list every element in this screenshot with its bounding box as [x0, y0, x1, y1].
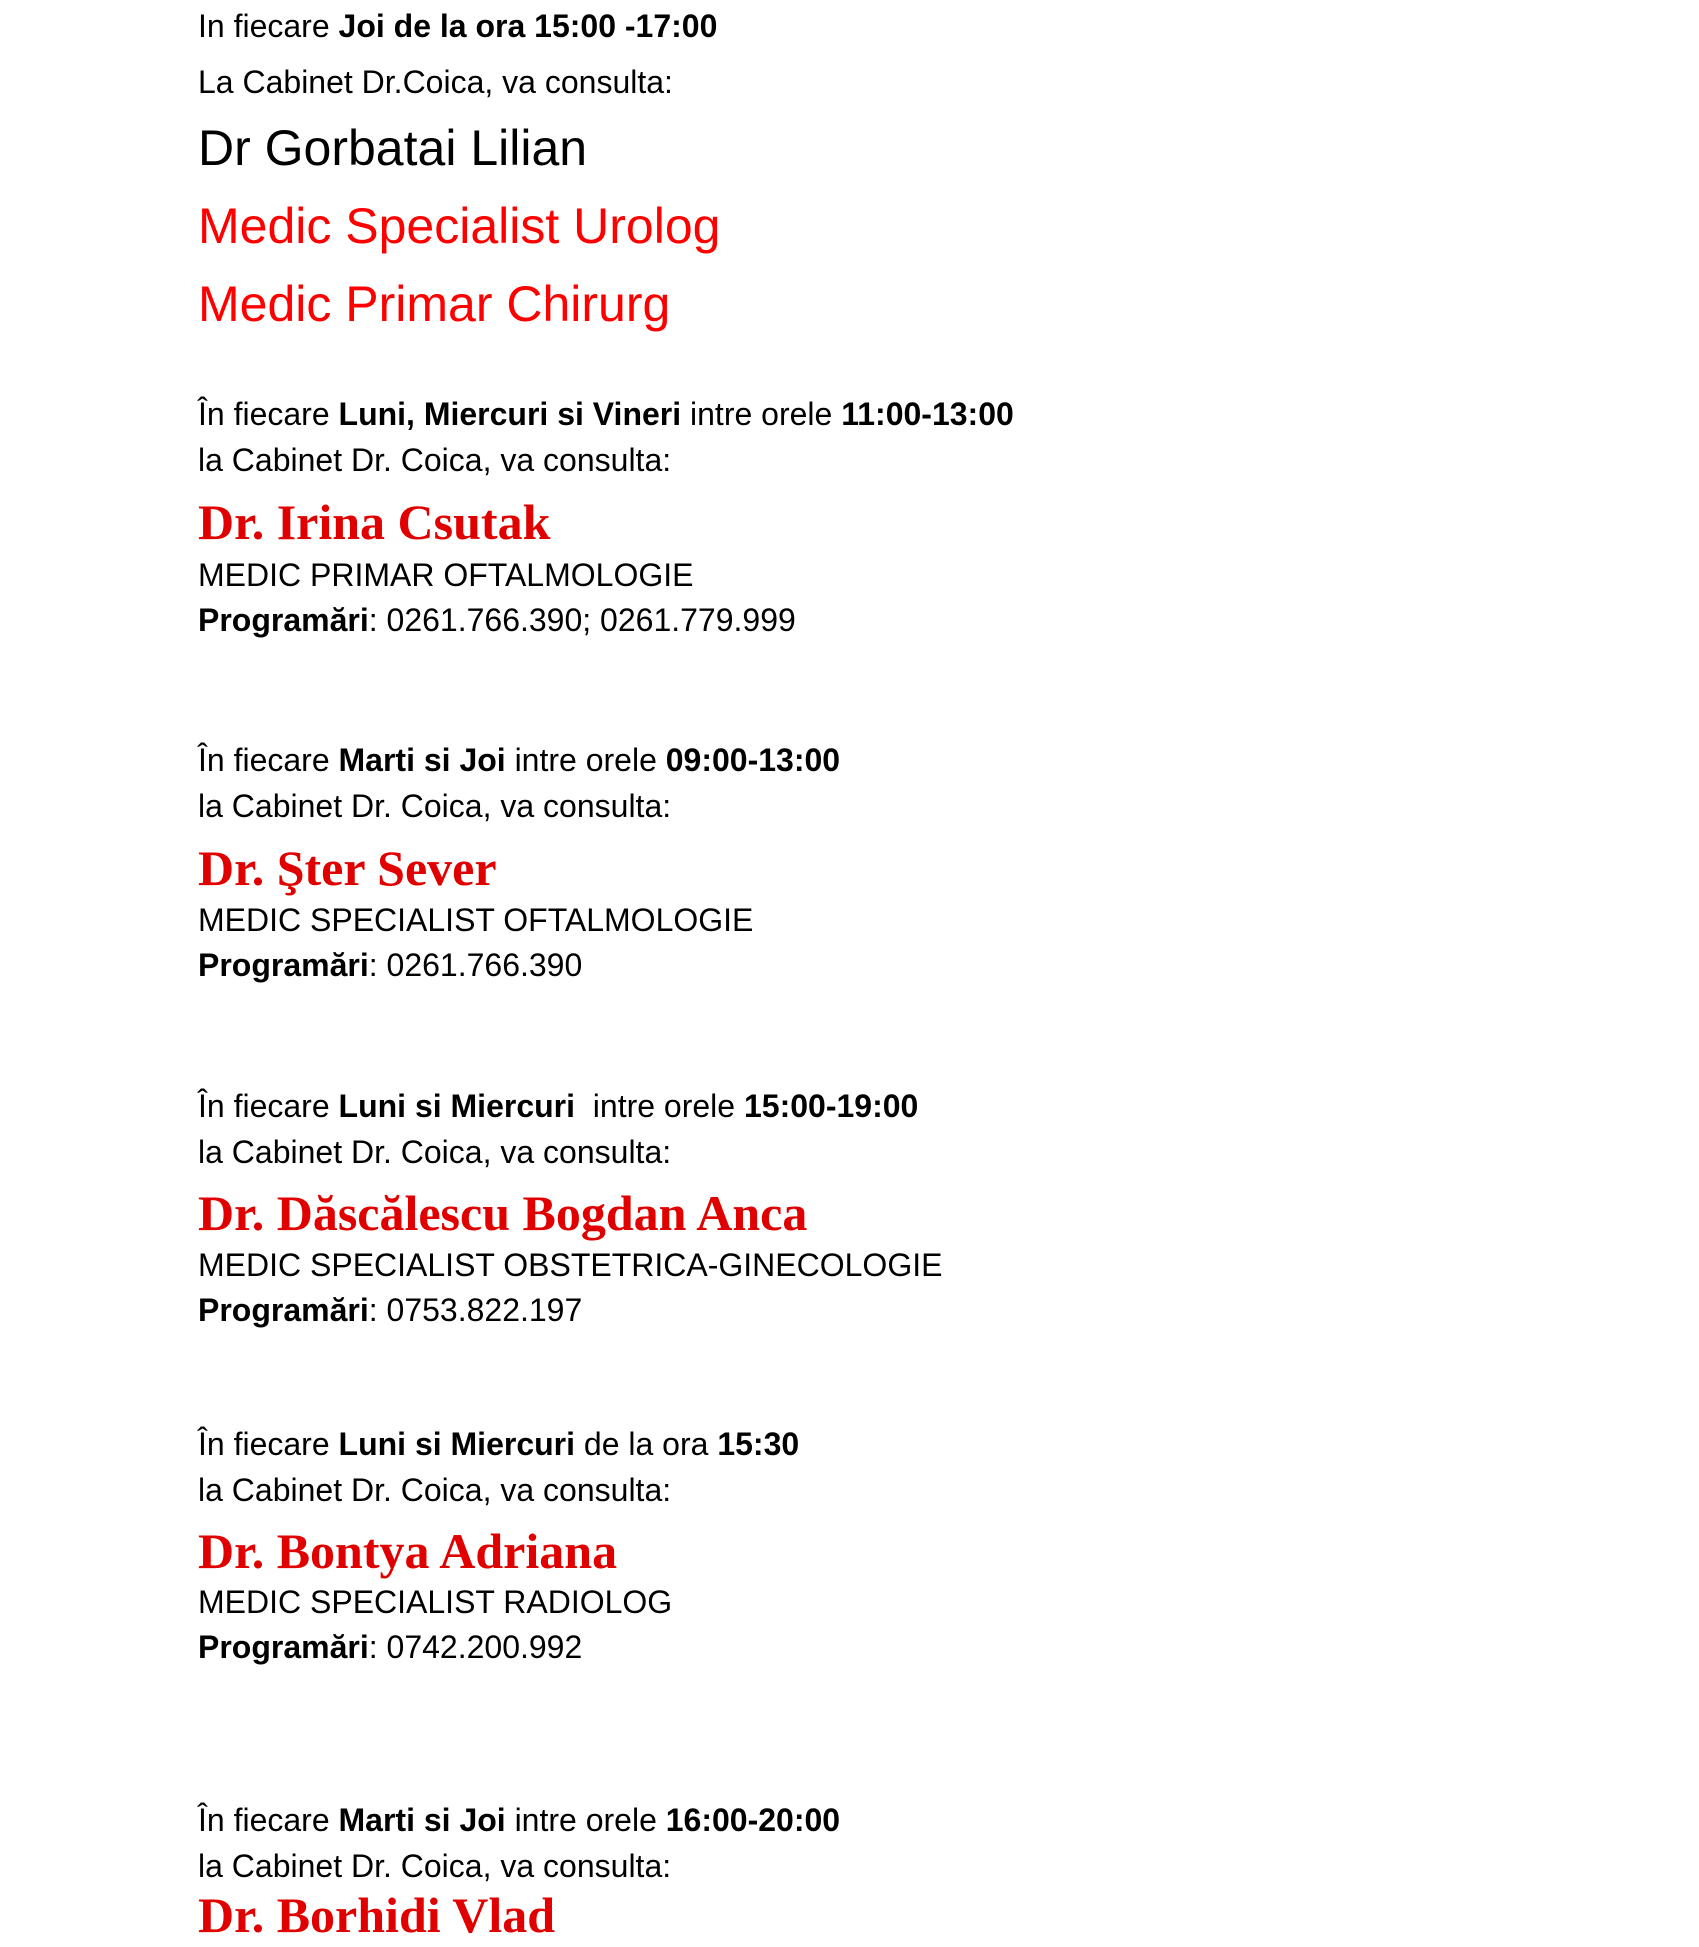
specialty-ster: MEDIC SPECIALIST OFTALMOLOGIE — [198, 902, 754, 938]
doctor-name-gorbatai: Dr Gorbatai Lilian — [198, 120, 588, 176]
schedule-days: Marti si Joi — [338, 742, 506, 778]
schedule-line-borhidi — [198, 1800, 840, 1840]
schedule-prefix: În fiecare — [198, 1088, 339, 1124]
doctor-title-urolog: Medic Specialist Urolog — [198, 198, 721, 254]
location-line-csutak: la Cabinet Dr. Coica, va consulta: — [198, 442, 672, 478]
schedule-connector: intre orele — [575, 1088, 744, 1124]
schedule-line-bontya — [198, 1424, 799, 1464]
appointment-line-dascalescu — [198, 1290, 582, 1330]
appointment-line-csutak — [198, 600, 796, 640]
location-line-borhidi: la Cabinet Dr. Coica, va consulta: — [198, 1848, 672, 1884]
schedule-connector: intre orele — [505, 1802, 666, 1838]
appointment-label: Programări — [198, 1292, 369, 1328]
schedule-hours: 16:00-20:00 — [665, 1802, 841, 1838]
schedule-prefix: În fiecare — [198, 742, 339, 778]
doctor-name-csutak: Dr. Irina Csutak — [198, 494, 551, 550]
schedule-connector: intre orele — [681, 396, 842, 432]
schedule-hours: 09:00-13:00 — [665, 742, 841, 778]
appointment-label: Programări — [198, 947, 369, 983]
appointment-phone: : 0753.822.197 — [368, 1292, 583, 1328]
location-line-gorbatai: La Cabinet Dr.Coica, va consulta: — [198, 64, 673, 100]
doctor-name-ster: Dr. Şter Sever — [198, 840, 497, 896]
schedule-hours: 11:00-13:00 — [841, 396, 1014, 432]
location-line-bontya: la Cabinet Dr. Coica, va consulta: — [198, 1472, 672, 1508]
doctor-name-dascalescu: Dr. Dăscălescu Bogdan Anca — [198, 1185, 808, 1241]
doctor-title-chirurg: Medic Primar Chirurg — [198, 276, 671, 332]
schedule-prefix: In fiecare — [198, 8, 339, 44]
appointment-label: Programări — [198, 1629, 369, 1665]
schedule-prefix: În fiecare — [198, 396, 339, 432]
appointment-line-ster — [198, 945, 582, 985]
doctor-name-bontya: Dr. Bontya Adriana — [198, 1523, 618, 1579]
specialty-bontya: MEDIC SPECIALIST RADIOLOG — [198, 1584, 673, 1620]
appointment-phone: : 0261.766.390; 0261.779.999 — [368, 602, 796, 638]
schedule-hours: 15:30 — [717, 1426, 800, 1462]
doctor-name-borhidi: Dr. Borhidi Vlad — [198, 1887, 556, 1943]
specialty-dascalescu: MEDIC SPECIALIST OBSTETRICA-GINECOLOGIE — [198, 1247, 943, 1283]
appointment-label: Programări — [198, 602, 369, 638]
schedule-hours: 15:00-19:00 — [743, 1088, 919, 1124]
schedule-days: Luni si Miercuri — [338, 1426, 575, 1462]
schedule-line-ster — [198, 740, 840, 780]
location-line-dascalescu: la Cabinet Dr. Coica, va consulta: — [198, 1134, 672, 1170]
appointment-phone: : 0261.766.390 — [368, 947, 583, 983]
schedule-connector: de la ora — [575, 1426, 718, 1462]
appointment-phone: : 0742.200.992 — [368, 1629, 583, 1665]
schedule-days: Luni si Miercuri — [338, 1088, 575, 1124]
specialty-csutak: MEDIC PRIMAR OFTALMOLOGIE — [198, 557, 694, 593]
schedule-line-dascalescu — [198, 1086, 918, 1126]
schedule-line-gorbatai — [198, 6, 717, 46]
schedule-prefix: În fiecare — [198, 1426, 339, 1462]
schedule-line-csutak — [198, 394, 1014, 434]
schedule-connector: intre orele — [505, 742, 666, 778]
schedule-days: Marti si Joi — [338, 1802, 506, 1838]
appointment-line-bontya — [198, 1627, 582, 1667]
schedule-days-hours: Joi de la ora 15:00 -17:00 — [338, 8, 718, 44]
schedule-prefix: În fiecare — [198, 1802, 339, 1838]
location-line-ster: la Cabinet Dr. Coica, va consulta: — [198, 788, 672, 824]
schedule-days: Luni, Miercuri si Vineri — [338, 396, 682, 432]
